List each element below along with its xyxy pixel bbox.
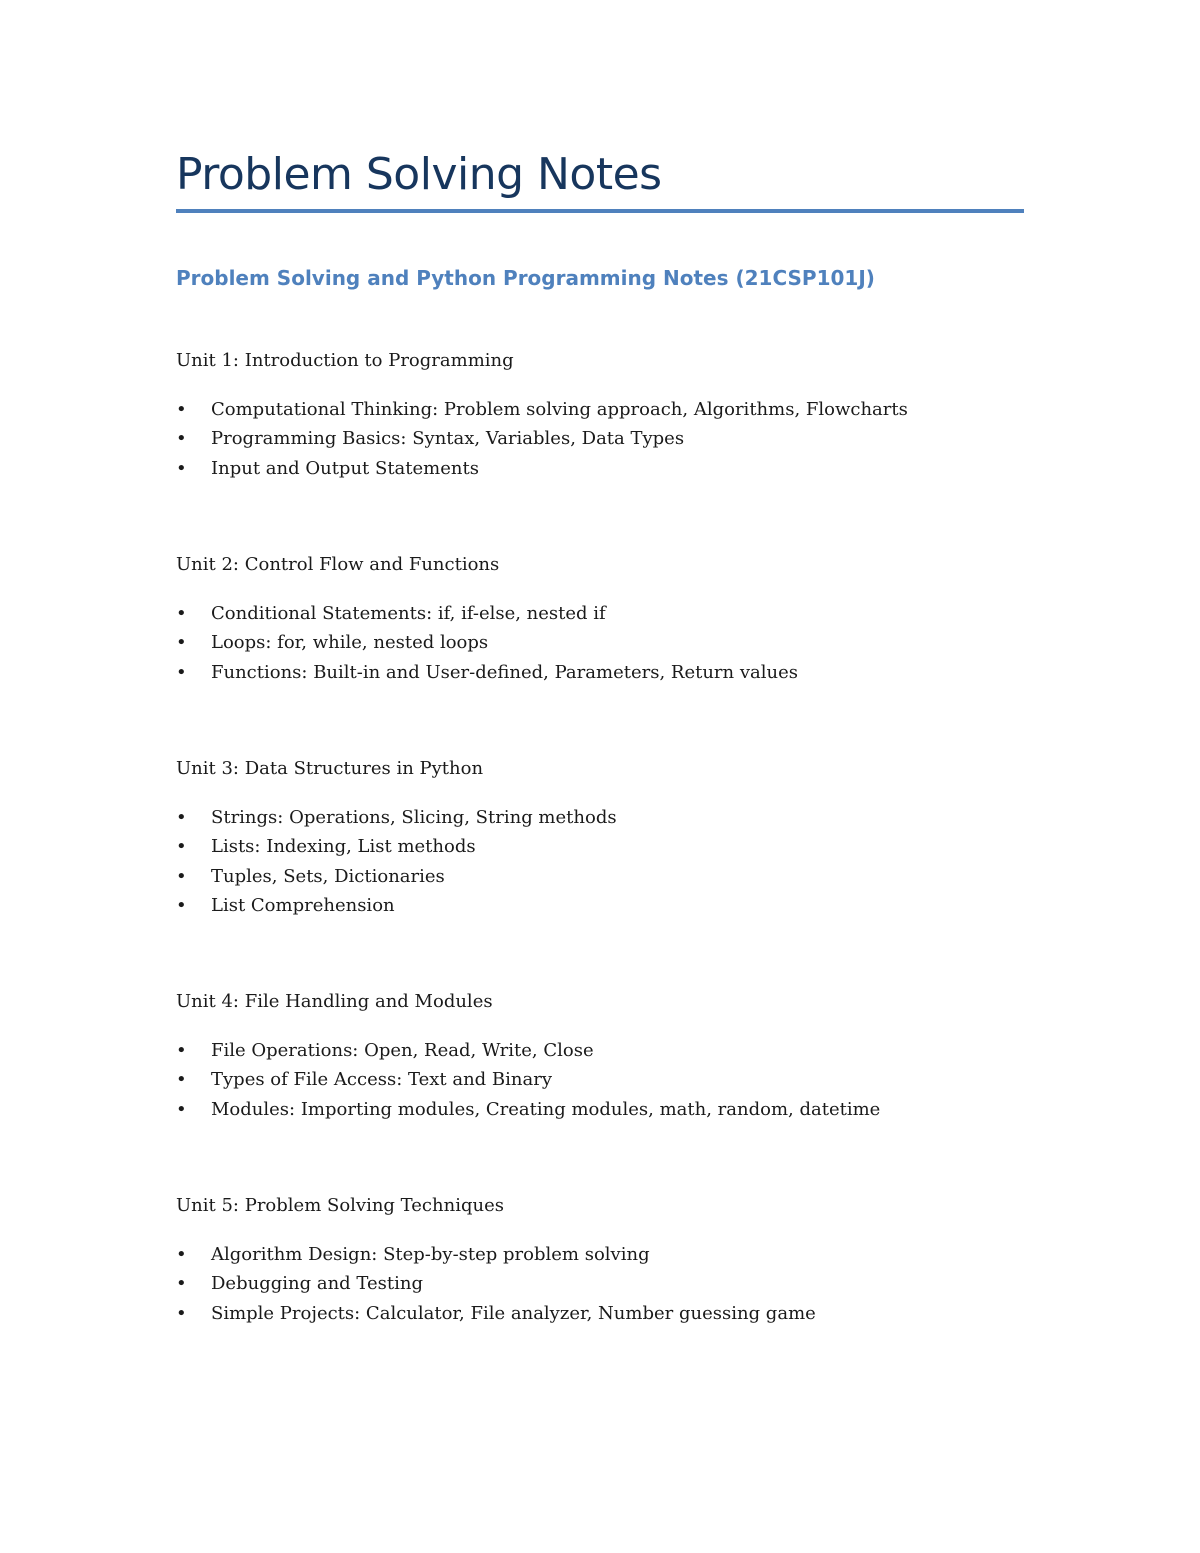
list-item-text: Algorithm Design: Step-by-step problem solving: [211, 1244, 650, 1265]
list-item: [176, 891, 1036, 920]
list-item: [176, 862, 1036, 891]
unit-1-section: [176, 347, 1036, 483]
bullet-icon: •: [176, 603, 187, 624]
bullet-list: [176, 599, 1036, 687]
bullet-icon: •: [176, 1244, 187, 1265]
document-subtitle: Problem Solving and Python Programming Notes (21CSP101J): [176, 266, 875, 290]
list-item-text: Functions: Built-in and User-defined, Parameters, Return values: [211, 661, 798, 683]
list-item: [176, 628, 1036, 657]
bullet-icon: •: [176, 836, 187, 858]
bullet-icon: •: [176, 1273, 187, 1295]
unit-heading: Unit 1: Introduction to Programming: [176, 350, 514, 371]
bullet-icon: •: [176, 807, 187, 828]
bullet-icon: •: [176, 1040, 187, 1061]
list-item: [176, 1269, 1036, 1298]
bullet-list: [176, 1036, 1036, 1124]
list-item-text: List Comprehension: [211, 894, 395, 916]
document-title: Problem Solving Notes: [176, 149, 662, 200]
bullet-icon: •: [176, 1069, 187, 1091]
list-item-text: Types of File Access: Text and Binary: [211, 1069, 552, 1091]
list-item: [176, 803, 1036, 832]
bullet-icon: •: [176, 457, 187, 479]
unit-heading: Unit 5: Problem Solving Techniques: [176, 1195, 504, 1216]
bullet-list: [176, 803, 1036, 920]
unit-heading: Unit 3: Data Structures in Python: [176, 758, 484, 779]
list-item: [176, 1240, 1036, 1269]
list-item: [176, 454, 1036, 483]
list-item: [176, 424, 1036, 453]
bullet-icon: •: [176, 1302, 187, 1324]
bullet-icon: •: [176, 661, 187, 683]
list-item-text: Programming Basics: Syntax, Variables, Data Types: [211, 428, 685, 450]
list-item-text: Input and Output Statements: [211, 457, 479, 479]
title-underline: [176, 209, 1024, 213]
list-item-text: Modules: Importing modules, Creating modules, math, random, datetime: [211, 1098, 881, 1120]
bullet-icon: •: [176, 894, 187, 916]
list-item: [176, 395, 1036, 424]
bullet-icon: •: [176, 865, 187, 887]
list-item: [176, 1299, 1036, 1328]
list-item-text: File Operations: Open, Read, Write, Close: [211, 1040, 594, 1061]
list-item-text: Computational Thinking: Problem solving approach, Algorithms, Flowcharts: [211, 399, 908, 420]
list-item-text: Loops: for, while, nested loops: [211, 632, 489, 654]
unit-5-section: [176, 1192, 1036, 1328]
bullet-list: [176, 395, 1036, 483]
list-item: [176, 599, 1036, 628]
unit-4-section: [176, 988, 1036, 1124]
list-item: [176, 1065, 1036, 1094]
bullet-icon: •: [176, 1098, 187, 1120]
list-item-text: Strings: Operations, Slicing, String methods: [211, 807, 617, 828]
list-item-text: Tuples, Sets, Dictionaries: [211, 865, 445, 887]
list-item-text: Conditional Statements: if, if-else, nested if: [211, 603, 606, 624]
unit-2-section: [176, 551, 1036, 687]
bullet-icon: •: [176, 399, 187, 420]
unit-heading: Unit 4: File Handling and Modules: [176, 991, 493, 1012]
list-item-text: Debugging and Testing: [211, 1273, 424, 1295]
list-item-text: Lists: Indexing, List methods: [211, 836, 476, 858]
list-item: [176, 658, 1036, 687]
bullet-icon: •: [176, 428, 187, 450]
unit-heading: Unit 2: Control Flow and Functions: [176, 554, 500, 575]
list-item-text: Simple Projects: Calculator, File analyzer, Number guessing game: [211, 1302, 816, 1324]
list-item: [176, 1036, 1036, 1065]
unit-3-section: [176, 755, 1036, 920]
bullet-list: [176, 1240, 1036, 1328]
list-item: [176, 1095, 1036, 1124]
list-item: [176, 832, 1036, 861]
bullet-icon: •: [176, 632, 187, 654]
